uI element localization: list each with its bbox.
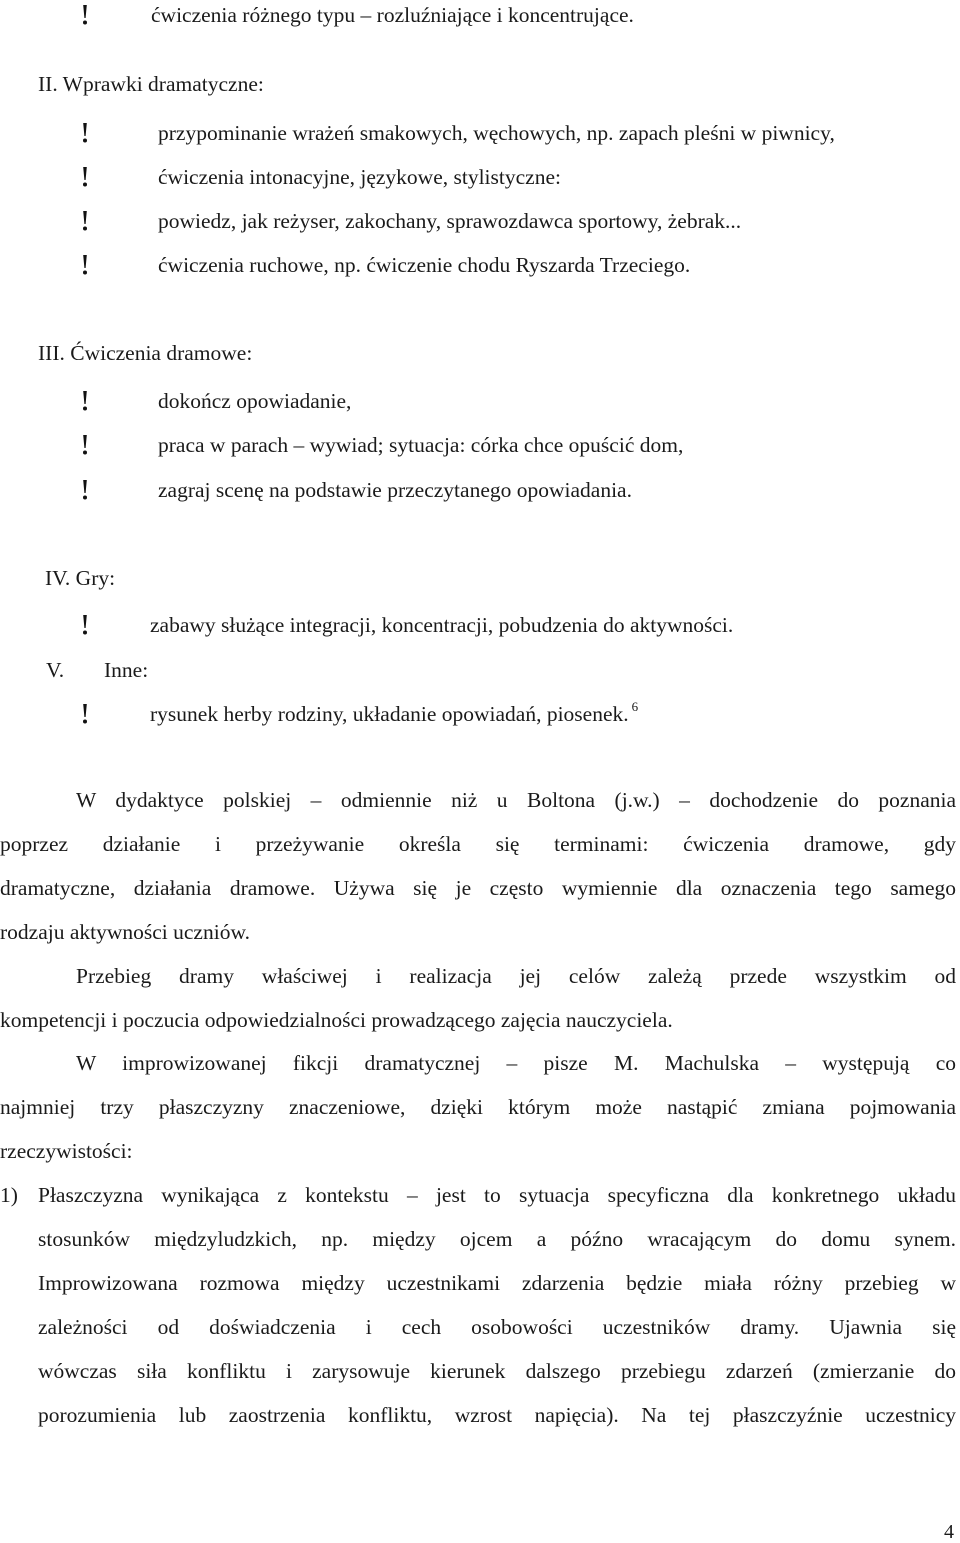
exclamation-bullet-icon <box>80 703 90 725</box>
paragraph-line <box>76 787 956 813</box>
list-item-text: rysunek herby rodziny, układanie opowiadań, piosenek. <box>150 702 629 726</box>
list-item: ćwiczenia ruchowe, np. ćwiczenie chodu Ryszarda Trzeciego. <box>158 253 691 277</box>
paragraph-line <box>38 1226 956 1252</box>
paragraph-line <box>76 963 956 989</box>
list-item: powiedz, jak reżyser, zakochany, sprawozdawca sportowy, żebrak... <box>158 209 742 233</box>
section-heading-4: IV. Gry: <box>45 566 116 590</box>
paragraph-line <box>38 1358 956 1384</box>
exclamation-bullet-icon <box>80 166 90 188</box>
paragraph-line <box>38 1314 956 1340</box>
section-heading-2: II. Wprawki dramatyczne: <box>38 72 264 96</box>
p1-line-2: poprzez działanie i przeżywanie określa się terminami: ćwiczenia dramowe, gdy <box>0 832 956 856</box>
paragraph-line <box>0 831 956 857</box>
item1-line-2: stosunków międzyludzkich, np. między ojcem a późno wracającym do domu synem. <box>38 1227 956 1251</box>
p1-line-4: rodzaju aktywności uczniów. <box>0 920 250 944</box>
item1-line-4: zależności od doświadczenia i cech osobowości uczestników dramy. Ujawnia się <box>38 1315 956 1339</box>
paragraph-line <box>38 1270 956 1296</box>
exclamation-bullet-icon <box>80 434 90 456</box>
item1-line-1: Płaszczyzna wynikająca z kontekstu – jest to sytuacja specyficzna dla konkretnego układu <box>38 1183 956 1207</box>
list-item <box>150 701 638 730</box>
paragraph-line <box>38 1182 956 1208</box>
list-item: przypominanie wrażeń smakowych, węchowych, np. zapach pleśni w piwnicy, <box>158 121 835 145</box>
list-item: ćwiczenia intonacyjne, językowe, stylistyczne: <box>158 165 561 189</box>
item1-line-6: porozumienia lub zaostrzenia konfliktu, wzrost napięcia). Na tej płaszczyźnie uczestnicy <box>38 1403 956 1427</box>
p3-line-3: rzeczywistości: <box>0 1139 133 1163</box>
item1-line-5: wówczas siła konfliktu i zarysowuje kierunek dalszego przebiegu zdarzeń (zmierzanie do <box>38 1359 956 1383</box>
p2-line-1: Przebieg dramy właściwej i realizacja jej celów zależą przede wszystkim od <box>76 964 956 988</box>
paragraph-line <box>0 1138 956 1164</box>
paragraph-line <box>0 919 956 945</box>
exclamation-bullet-icon <box>80 122 90 144</box>
exclamation-bullet-icon <box>80 210 90 232</box>
exclamation-bullet-icon <box>80 479 90 501</box>
page-number: 4 <box>944 1521 954 1543</box>
list-item: zabawy służące integracji, koncentracji, pobudzenia do aktywności. <box>150 613 734 637</box>
item1-line-3: Improwizowana rozmowa między uczestnikami zdarzenia będzie miała różny przebieg w <box>38 1271 956 1295</box>
p3-line-1: W improwizowanej fikcji dramatycznej – pisze M. Machulska – występują co <box>76 1051 956 1075</box>
section-heading-5-text: Inne: <box>104 658 149 682</box>
section-heading-5-number: V. <box>46 658 65 682</box>
paragraph-line <box>0 875 956 901</box>
numbered-item-marker: 1) <box>0 1183 18 1207</box>
section-heading-3: III. Ćwiczenia dramowe: <box>38 341 253 365</box>
exclamation-bullet-icon <box>80 4 90 26</box>
list-item: ćwiczenia różnego typu – rozluźniające i koncentrujące. <box>151 3 634 27</box>
paragraph-line <box>76 1050 956 1076</box>
exclamation-bullet-icon <box>80 254 90 276</box>
p1-line-1: W dydaktyce polskiej – odmiennie niż u Boltona (j.w.) – dochodzenie do poznania <box>76 788 956 812</box>
list-item: praca w parach – wywiad; sytuacja: córka chce opuścić dom, <box>158 433 684 457</box>
list-item: zagraj scenę na podstawie przeczytanego opowiadania. <box>158 478 632 502</box>
list-item: dokończ opowiadanie, <box>158 389 352 413</box>
paragraph-line <box>38 1402 956 1428</box>
footnote-reference: 6 <box>631 699 639 714</box>
p2-line-2: kompetencji i poczucia odpowiedzialności prowadzącego zajęcia nauczyciela. <box>0 1008 673 1032</box>
p3-line-2: najmniej trzy płaszczyzny znaczeniowe, dzięki którym może nastąpić zmiana pojmowania <box>0 1095 956 1119</box>
exclamation-bullet-icon <box>80 614 90 636</box>
paragraph-line <box>0 1007 956 1033</box>
exclamation-bullet-icon <box>80 390 90 412</box>
p1-line-3: dramatyczne, działania dramowe. Używa się je często wymiennie dla oznaczenia tego samego <box>0 876 956 900</box>
paragraph-line <box>0 1094 956 1120</box>
